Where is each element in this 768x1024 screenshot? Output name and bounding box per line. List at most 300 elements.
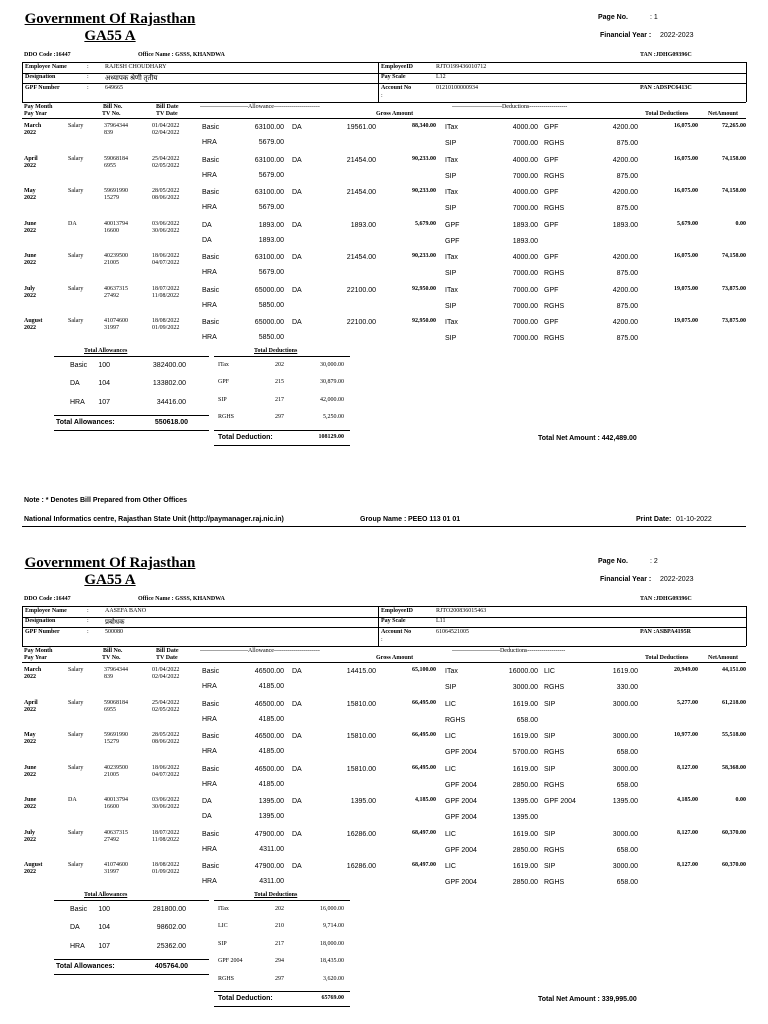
allowance-head: DA [292, 254, 302, 261]
allowance-head: Basic [202, 700, 220, 708]
designation-label: Designation [25, 74, 56, 80]
allowance-amount: 19561.00 [346, 124, 376, 131]
box-border [378, 73, 746, 74]
row-bill-date: 01/04/2022 [152, 123, 180, 129]
deduction-head: GPF 2004 [445, 879, 477, 886]
deduction-amount: 3000.00 [612, 765, 638, 773]
deduction-head: RGHS [544, 684, 565, 691]
row-month: August [24, 862, 43, 868]
box-border [22, 627, 378, 628]
row-net-amount: 74,158.00 [722, 155, 746, 162]
totals-rule [214, 1006, 350, 1007]
deduction-head: GPF [544, 319, 559, 326]
deduction-amount: 4200.00 [612, 319, 638, 326]
deduction-total-amount: 42,000.00 [320, 396, 344, 403]
box-border [22, 62, 23, 102]
allowance-amount: 46500.00 [254, 733, 284, 740]
deduction-head: ITax [445, 286, 458, 294]
deduction-total-head: ITax [218, 361, 229, 368]
allowance-amount: 47900.00 [254, 863, 284, 870]
row-bill-date: 28/05/2022 [152, 188, 180, 194]
deduction-amount: 4000.00 [512, 156, 538, 164]
ddo-code: DDO Code :16447 [24, 596, 71, 602]
allowance-total-code: 107 [98, 942, 110, 950]
deduction-head: GPF [445, 237, 460, 245]
deduction-amount: 1619.00 [512, 700, 538, 708]
deduction-total-amount: 9,714.00 [323, 923, 344, 929]
row-bill-no: 40013794 [104, 797, 128, 803]
deduction-amount: 5700.00 [512, 749, 538, 756]
row-bill-date: 18/08/2022 [152, 862, 180, 868]
row-tv-no: 839 [104, 674, 113, 680]
col-net-amount: NetAmount [708, 655, 738, 661]
deduction-head: GPF 2004 [445, 814, 477, 821]
employee-name: AASEFA BANO [105, 608, 147, 614]
office-name: Office Name : GSSS, KHANDWA [138, 52, 225, 58]
deduction-total-code: 210 [275, 923, 284, 929]
deduction-total-code: 297 [275, 975, 284, 982]
col-net-amount: NetAmount [708, 111, 738, 117]
pan-number: PAN :ADSPC6413C [640, 85, 692, 91]
allowance-total-code: 104 [98, 380, 110, 387]
print-date: 01-10-2022 [676, 516, 712, 523]
row-year: 2022 [24, 227, 36, 234]
col-deductions: -------------------------Deductions------------------- [452, 104, 568, 110]
row-total-deductions: 16,075.00 [674, 155, 698, 162]
row-bill-no: 59691990 [104, 732, 128, 738]
row-bill-no: 40239500 [104, 253, 128, 259]
page-no-value: : 2 [650, 558, 658, 565]
allowance-head: Basic [202, 189, 220, 196]
allowance-head: Basic [202, 124, 220, 131]
row-tv-date: 11/08/2022 [152, 836, 180, 843]
total-allowances-heading: Total Allowances [84, 347, 128, 354]
deduction-head: SIP [544, 700, 556, 708]
deduction-amount: 3000.00 [612, 733, 638, 740]
col-tv-date: TV Date [156, 111, 178, 117]
deduction-head: SIP [544, 863, 556, 870]
row-gross-amount: 90,233.00 [412, 253, 436, 259]
row-bill-type: Salary [68, 699, 84, 706]
deduction-head: RGHS [544, 205, 565, 212]
deduction-amount: 1619.00 [512, 830, 538, 838]
allowance-amount: 63100.00 [254, 189, 284, 196]
deduction-head: SIP [445, 172, 457, 180]
deduction-amount: 330.00 [616, 684, 638, 691]
allowance-amount: 1395.00 [350, 798, 376, 805]
col-deductions: ------------------------Deductions------------------- [452, 648, 566, 654]
deduction-head: SIP [445, 205, 457, 212]
allowance-amount: 65000.00 [254, 319, 284, 326]
row-tv-no: 27492 [104, 292, 119, 299]
deduction-total-amount: 18,000.00 [320, 940, 344, 947]
deduction-amount: 1893.00 [512, 221, 538, 229]
row-tv-date: 04/07/2022 [152, 771, 180, 778]
allowance-head: DA [292, 798, 302, 805]
deduction-amount: 658.00 [616, 879, 638, 886]
deduction-amount: 3000.00 [612, 830, 638, 838]
allowance-head: HRA [202, 301, 217, 309]
deduction-head: GPF 2004 [445, 781, 477, 789]
row-bill-type: Salary [68, 862, 84, 868]
page-title: Government Of Rajasthan [24, 11, 196, 27]
totals-rule [54, 430, 209, 431]
row-month: May [24, 188, 36, 194]
row-bill-type: Salary [68, 764, 84, 771]
deduction-amount: 658.00 [516, 716, 538, 724]
deduction-head: SIP [544, 733, 556, 740]
row-bill-no: 37964344 [104, 123, 128, 129]
deduction-head: GPF 2004 [445, 846, 477, 854]
col-tv-no: TV No. [102, 111, 121, 117]
allowance-head: DA [292, 189, 302, 196]
deduction-head: SIP [445, 140, 457, 147]
row-bill-date: 18/07/2022 [152, 285, 180, 292]
row-tv-date: 02/05/2022 [152, 162, 180, 169]
col-pay-month: Pay Month [24, 648, 53, 654]
deduction-amount: 1893.00 [612, 221, 638, 229]
deduction-total-code: 215 [275, 379, 284, 385]
total-deduction-label: Total Deduction: [218, 433, 273, 441]
header-rule [22, 118, 746, 119]
row-bill-type: Salary [68, 667, 84, 673]
row-gross-amount: 66,495.00 [412, 699, 436, 706]
deduction-amount: 1619.00 [512, 733, 538, 740]
allowance-amount: 46500.00 [254, 668, 284, 675]
row-tv-date: 08/06/2022 [152, 739, 180, 745]
allowance-amount: 65000.00 [254, 286, 284, 294]
group-label: Group Name : [360, 516, 407, 523]
employee-id-label: EmployeeID [381, 64, 413, 70]
totals-rule [214, 445, 350, 446]
row-gross-amount: 65,100.00 [412, 667, 436, 673]
row-month: July [24, 829, 36, 836]
fy-value: 2022-2023 [660, 576, 694, 583]
deduction-head: ITax [445, 319, 458, 326]
fy-value: 2022-2023 [660, 32, 694, 39]
row-month: May [24, 732, 36, 738]
deduction-amount: 3000.00 [512, 684, 538, 691]
deduction-total-code: 202 [275, 361, 284, 368]
row-bill-type: DA [68, 797, 77, 803]
allowance-amount: 46500.00 [254, 700, 284, 708]
row-total-deductions: 8,127.00 [677, 862, 698, 868]
col-total-deductions: Total Deductions [645, 111, 689, 117]
row-year: 2022 [24, 260, 36, 266]
allowance-amount: 4185.00 [258, 748, 284, 755]
allowance-total-amount: 382400.00 [152, 361, 186, 369]
allowance-head: HRA [202, 139, 217, 146]
allowance-amount: 46500.00 [254, 765, 284, 773]
deduction-amount: 1395.00 [512, 798, 538, 805]
allowance-amount: 21454.00 [346, 254, 376, 261]
row-bill-no: 41074600 [104, 862, 128, 868]
deduction-total-head: GPF [218, 379, 230, 385]
allowance-head: Basic [202, 254, 220, 261]
deduction-head: LIC [445, 830, 456, 838]
row-total-deductions: 19,075.00 [674, 285, 698, 292]
row-tv-date: 02/05/2022 [152, 706, 180, 713]
group-name: PEEO 113 01 01 [408, 516, 461, 523]
allowance-head: DA [202, 221, 212, 229]
allowance-amount: 1893.00 [258, 221, 284, 229]
allowance-amount: 15810.00 [346, 765, 376, 773]
allowance-head: HRA [202, 748, 217, 755]
row-bill-date: 01/04/2022 [152, 667, 180, 673]
deduction-head: ITax [445, 189, 458, 196]
allowance-amount: 22100.00 [346, 286, 376, 294]
allowance-amount: 1893.00 [350, 221, 376, 229]
row-gross-amount: 68,497.00 [412, 829, 436, 836]
allowance-total-amount: 34416.00 [156, 398, 186, 406]
total-net-amount: Total Net Amount : 339,995.00 [538, 996, 637, 1003]
total-deductions-heading: Total Deductions [254, 347, 298, 354]
box-border [378, 62, 379, 102]
row-tv-no: 839 [104, 130, 113, 136]
total-allowances-label: Total Allowances: [56, 963, 115, 970]
row-bill-no: 59068184 [104, 155, 128, 162]
row-total-deductions: 20,949.00 [674, 667, 698, 673]
colon: : [381, 637, 383, 643]
totals-rule [54, 415, 209, 416]
row-tv-no: 21005 [104, 260, 119, 266]
allowance-amount: 15810.00 [346, 700, 376, 708]
deduction-amount: 4200.00 [612, 189, 638, 196]
col-total-deductions: Total Deductions [645, 655, 689, 661]
row-bill-no: 41074600 [104, 318, 128, 324]
row-total-deductions: 5,277.00 [677, 699, 698, 706]
allowance-amount: 63100.00 [254, 156, 284, 164]
row-total-deductions: 8,127.00 [677, 764, 698, 771]
allowance-amount: 21454.00 [346, 189, 376, 196]
deduction-head: SIP [544, 830, 556, 838]
deduction-head: SIP [544, 765, 556, 773]
totals-rule [54, 900, 209, 901]
col-pay-year: Pay Year [24, 111, 47, 117]
deduction-amount: 3000.00 [612, 700, 638, 708]
row-bill-no: 40637315 [104, 829, 128, 836]
box-border [22, 646, 746, 647]
deduction-total-head: GPF 2004 [218, 958, 243, 964]
deduction-amount: 2850.00 [512, 879, 538, 886]
allowance-amount: 47900.00 [254, 830, 284, 838]
row-month: April [24, 155, 38, 162]
row-year: 2022 [24, 869, 36, 875]
row-tv-no: 16600 [104, 227, 119, 234]
deduction-head: GPF 2004 [544, 798, 576, 805]
pay-scale-label: Pay Scale [381, 618, 406, 624]
deduction-amount: 1395.00 [512, 814, 538, 821]
row-year: 2022 [24, 739, 36, 745]
colon: : [87, 64, 89, 70]
box-border [22, 606, 23, 646]
deduction-head: GPF [544, 189, 559, 196]
total-deduction-sum: 65769.00 [321, 995, 344, 1001]
deduction-amount: 7000.00 [512, 286, 538, 294]
row-year: 2022 [24, 836, 36, 843]
totals-rule [214, 356, 350, 357]
totals-rule [214, 900, 350, 901]
office-name: Office Name : GSSS, KHANDWA [138, 596, 225, 602]
box-border [22, 617, 378, 618]
deduction-total-code: 202 [275, 905, 284, 912]
deduction-amount: 4200.00 [612, 156, 638, 164]
box-border [22, 83, 378, 84]
deduction-head: SIP [445, 335, 457, 342]
page-no-value: : 1 [650, 14, 658, 21]
row-tv-no: 6955 [104, 162, 116, 169]
deduction-head: LIC [445, 765, 456, 773]
row-bill-type: Salary [68, 829, 84, 836]
box-border [746, 606, 747, 646]
allowance-amount: 1395.00 [258, 798, 284, 805]
deduction-head: RGHS [544, 846, 565, 854]
allowance-amount: 5679.00 [258, 204, 284, 211]
row-total-deductions: 8,127.00 [677, 829, 698, 836]
box-border [378, 627, 746, 628]
col-bill-no: Bill No. [103, 104, 123, 110]
allowance-total-head: DA [70, 380, 80, 387]
allowance-head: HRA [202, 715, 217, 723]
allowance-head: DA [292, 319, 302, 326]
deduction-head: LIC [445, 863, 456, 870]
colon: : [87, 74, 89, 80]
employee-name-label: Employee Name [25, 608, 67, 614]
row-tv-date: 01/09/2022 [152, 869, 180, 875]
deduction-head: SIP [445, 302, 457, 310]
colon: : [87, 618, 89, 624]
page-no-label: Page No. [598, 558, 628, 565]
allowance-head: DA [292, 733, 302, 740]
row-year: 2022 [24, 771, 36, 778]
employee-name-label: Employee Name [25, 64, 67, 70]
row-bill-type: Salary [68, 285, 84, 292]
box-border [746, 62, 747, 102]
allowance-amount: 1395.00 [258, 813, 284, 820]
pan-number: PAN :ASBPA4195R [640, 629, 691, 635]
allowance-amount: 4185.00 [258, 715, 284, 723]
deduction-total-code: 294 [275, 958, 284, 964]
deduction-head: GPF 2004 [445, 749, 477, 756]
header-rule [22, 662, 746, 663]
deduction-amount: 1395.00 [612, 798, 638, 805]
allowance-amount: 21454.00 [346, 156, 376, 164]
deduction-head: ITax [445, 668, 458, 675]
allowance-amount: 1893.00 [258, 236, 284, 244]
allowance-head: Basic [202, 668, 220, 675]
col-bill-no: Bill No. [103, 648, 123, 654]
row-gross-amount: 66,495.00 [412, 732, 436, 738]
row-month: June [24, 764, 37, 771]
employee-id-label: EmployeeID [381, 608, 413, 614]
deduction-amount: 7000.00 [512, 319, 538, 326]
row-bill-no: 59691990 [104, 188, 128, 194]
deduction-amount: 3000.00 [612, 863, 638, 870]
row-net-amount: 73,875.00 [722, 318, 746, 324]
colon: : [87, 608, 89, 614]
allowance-amount: 5679.00 [258, 139, 284, 146]
deduction-head: LIC [445, 733, 456, 740]
allowance-total-head: DA [70, 924, 80, 931]
col-allowance: ------------------------Allowance----------------------- [200, 104, 320, 110]
allowance-head: DA [292, 156, 302, 164]
gpf-label: GPF Number [25, 85, 60, 91]
row-bill-type: Salary [68, 318, 84, 324]
row-bill-date: 25/04/2022 [152, 155, 180, 162]
row-total-deductions: 5,679.00 [677, 220, 698, 227]
row-net-amount: 0.00 [735, 220, 746, 227]
col-pay-year: Pay Year [24, 655, 47, 661]
deduction-total-code: 217 [275, 940, 284, 947]
allowance-amount: 16286.00 [346, 863, 376, 870]
totals-rule [214, 430, 350, 431]
total-allowances-heading: Total Allowances [84, 891, 128, 898]
row-net-amount: 60,370.00 [722, 829, 746, 836]
row-bill-date: 18/06/2022 [152, 764, 180, 771]
deduction-head: SIP [445, 270, 457, 277]
deduction-total-amount: 30,000.00 [320, 361, 344, 368]
row-year: 2022 [24, 130, 36, 136]
row-year: 2022 [24, 706, 36, 713]
row-month: March [24, 123, 42, 129]
allowance-head: HRA [202, 780, 217, 788]
employee-id: RJTO199436010712 [436, 64, 487, 70]
allowance-head: HRA [202, 334, 217, 341]
allowance-head: DA [292, 124, 302, 131]
allowance-head: Basic [202, 863, 220, 870]
gpf-number: 500080 [105, 629, 123, 635]
allowance-total-amount: 25362.00 [156, 942, 186, 950]
deduction-total-amount: 16,000.00 [320, 905, 344, 912]
row-tv-date: 11/08/2022 [152, 292, 180, 299]
deduction-total-amount: 30,879.00 [320, 379, 344, 385]
page-title: Government Of Rajasthan [24, 555, 196, 571]
deduction-head: RGHS [544, 879, 565, 886]
allowance-head: Basic [202, 733, 220, 740]
row-year: 2022 [24, 195, 36, 201]
deduction-amount: 2850.00 [512, 846, 538, 854]
deduction-head: RGHS [544, 172, 565, 180]
deduction-head: RGHS [544, 302, 565, 310]
row-bill-date: 18/06/2022 [152, 253, 180, 259]
box-border [22, 102, 746, 103]
row-net-amount: 44,151.00 [722, 667, 746, 673]
deduction-total-amount: 18,435.00 [320, 958, 344, 964]
allowance-amount: 14415.00 [346, 668, 376, 675]
total-deductions-heading: Total Deductions [254, 891, 298, 898]
account-number: 01210100000934 [436, 85, 478, 91]
allowance-head: DA [292, 765, 302, 773]
row-gross-amount: 4,185.00 [415, 797, 436, 803]
row-net-amount: 0.00 [735, 797, 746, 803]
allowance-total-head: Basic [70, 905, 88, 913]
row-bill-no: 40013794 [104, 220, 128, 227]
deduction-head: RGHS [544, 140, 565, 147]
deduction-head: RGHS [445, 716, 466, 724]
deduction-head: LIC [544, 668, 555, 675]
deduction-amount: 658.00 [616, 781, 638, 789]
tan-number: TAN :JDHG09396C [640, 52, 692, 58]
allowance-head: Basic [202, 286, 220, 294]
deduction-head: ITax [445, 254, 458, 261]
col-tv-no: TV No. [102, 655, 121, 661]
row-bill-type: Salary [68, 155, 84, 162]
row-tv-no: 31997 [104, 325, 119, 331]
deduction-amount: 4200.00 [612, 124, 638, 131]
allowance-head: HRA [202, 269, 217, 276]
row-bill-no: 59068184 [104, 699, 128, 706]
allowance-amount: 5679.00 [258, 171, 284, 179]
